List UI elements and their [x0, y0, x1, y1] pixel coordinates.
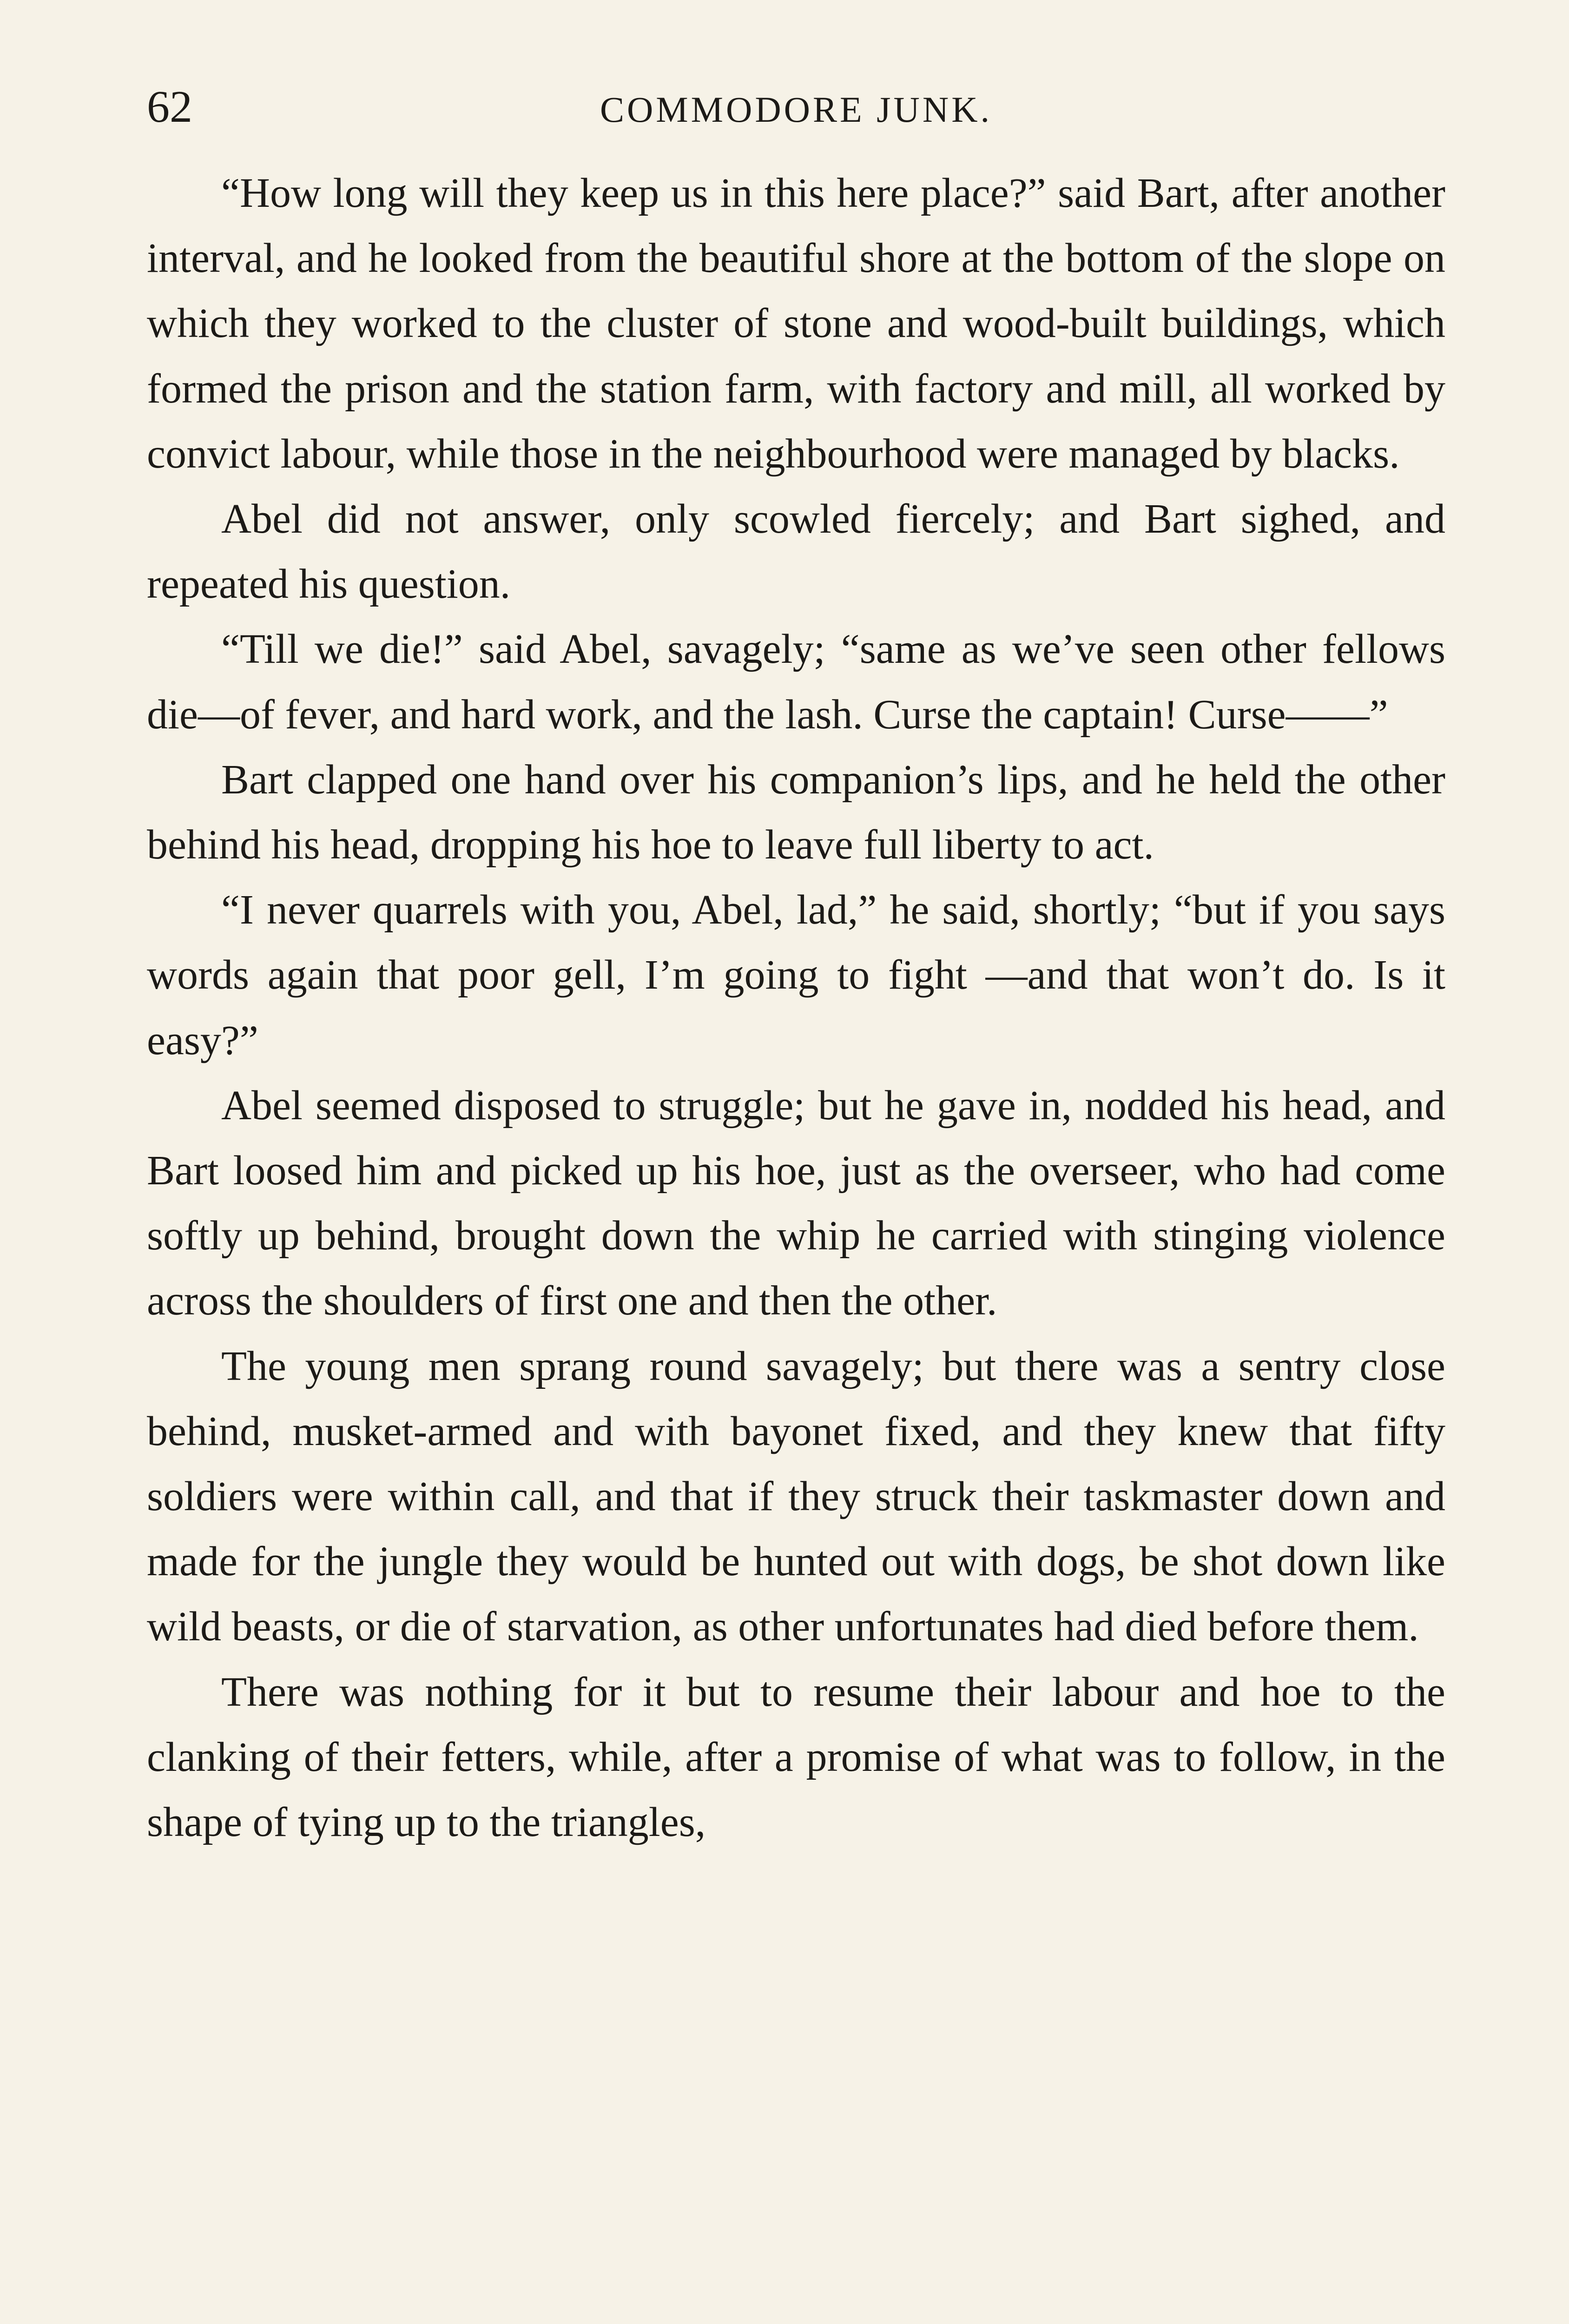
paragraph: “I never quarrels with you, Abel, lad,” he said, shortly; “but if you says words again that poor gell, I’m going to fight —and that won’t do. Is it easy?”: [147, 887, 1445, 1063]
running-title: COMMODORE JUNK.: [600, 89, 993, 130]
paragraph: “How long will they keep us in this here place?” said Bart, after another interval, and he looked from the beautiful shore at the bottom of the slope on which they worked to the cluster of stone and wood-built buildings, which formed the prison and the station farm, with factory and mill, all worked by convict labour, while those in the neighbourhood were managed by blacks.: [147, 170, 1445, 477]
paragraph: The young men sprang round savagely; but there was a sentry close behind, musket-armed and with bayonet fixed, and they knew that fifty soldiers were within call, and that if they struck their taskmaster down and made for the jungle they would be hunted out with dogs, be shot down like wild beasts, or die of starvation, as other unfortunates had died before them.: [147, 1343, 1445, 1650]
paragraph: There was nothing for it but to resume their labour and hoe to the clanking of their fetters, while, after a promise of what was to follow, in the shape of tying up to the triangles,: [147, 1669, 1445, 1846]
body-text: [147, 161, 1445, 1855]
page-number: 62: [147, 82, 192, 132]
paragraph: Abel seemed disposed to struggle; but he gave in, nodded his head, and Bart loosed him and picked up his hoe, just as the overseer, who had come softly up behind, brought down the whip he carried with stinging violence across the shoulders of first one and then the other.: [147, 1082, 1445, 1324]
paragraph: Bart clapped one hand over his companion’s lips, and he held the other behind his head, dropping his hoe to leave full liberty to act.: [147, 756, 1445, 868]
page-header: [147, 70, 1445, 132]
paragraph: “Till we die!” said Abel, savagely; “same as we’ve seen other fellows die—of fever, and hard work, and the lash. Curse the captain! Curse——”: [147, 626, 1445, 738]
paragraph: Abel did not answer, only scowled fiercely; and Bart sighed, and repeated his question.: [147, 496, 1445, 607]
